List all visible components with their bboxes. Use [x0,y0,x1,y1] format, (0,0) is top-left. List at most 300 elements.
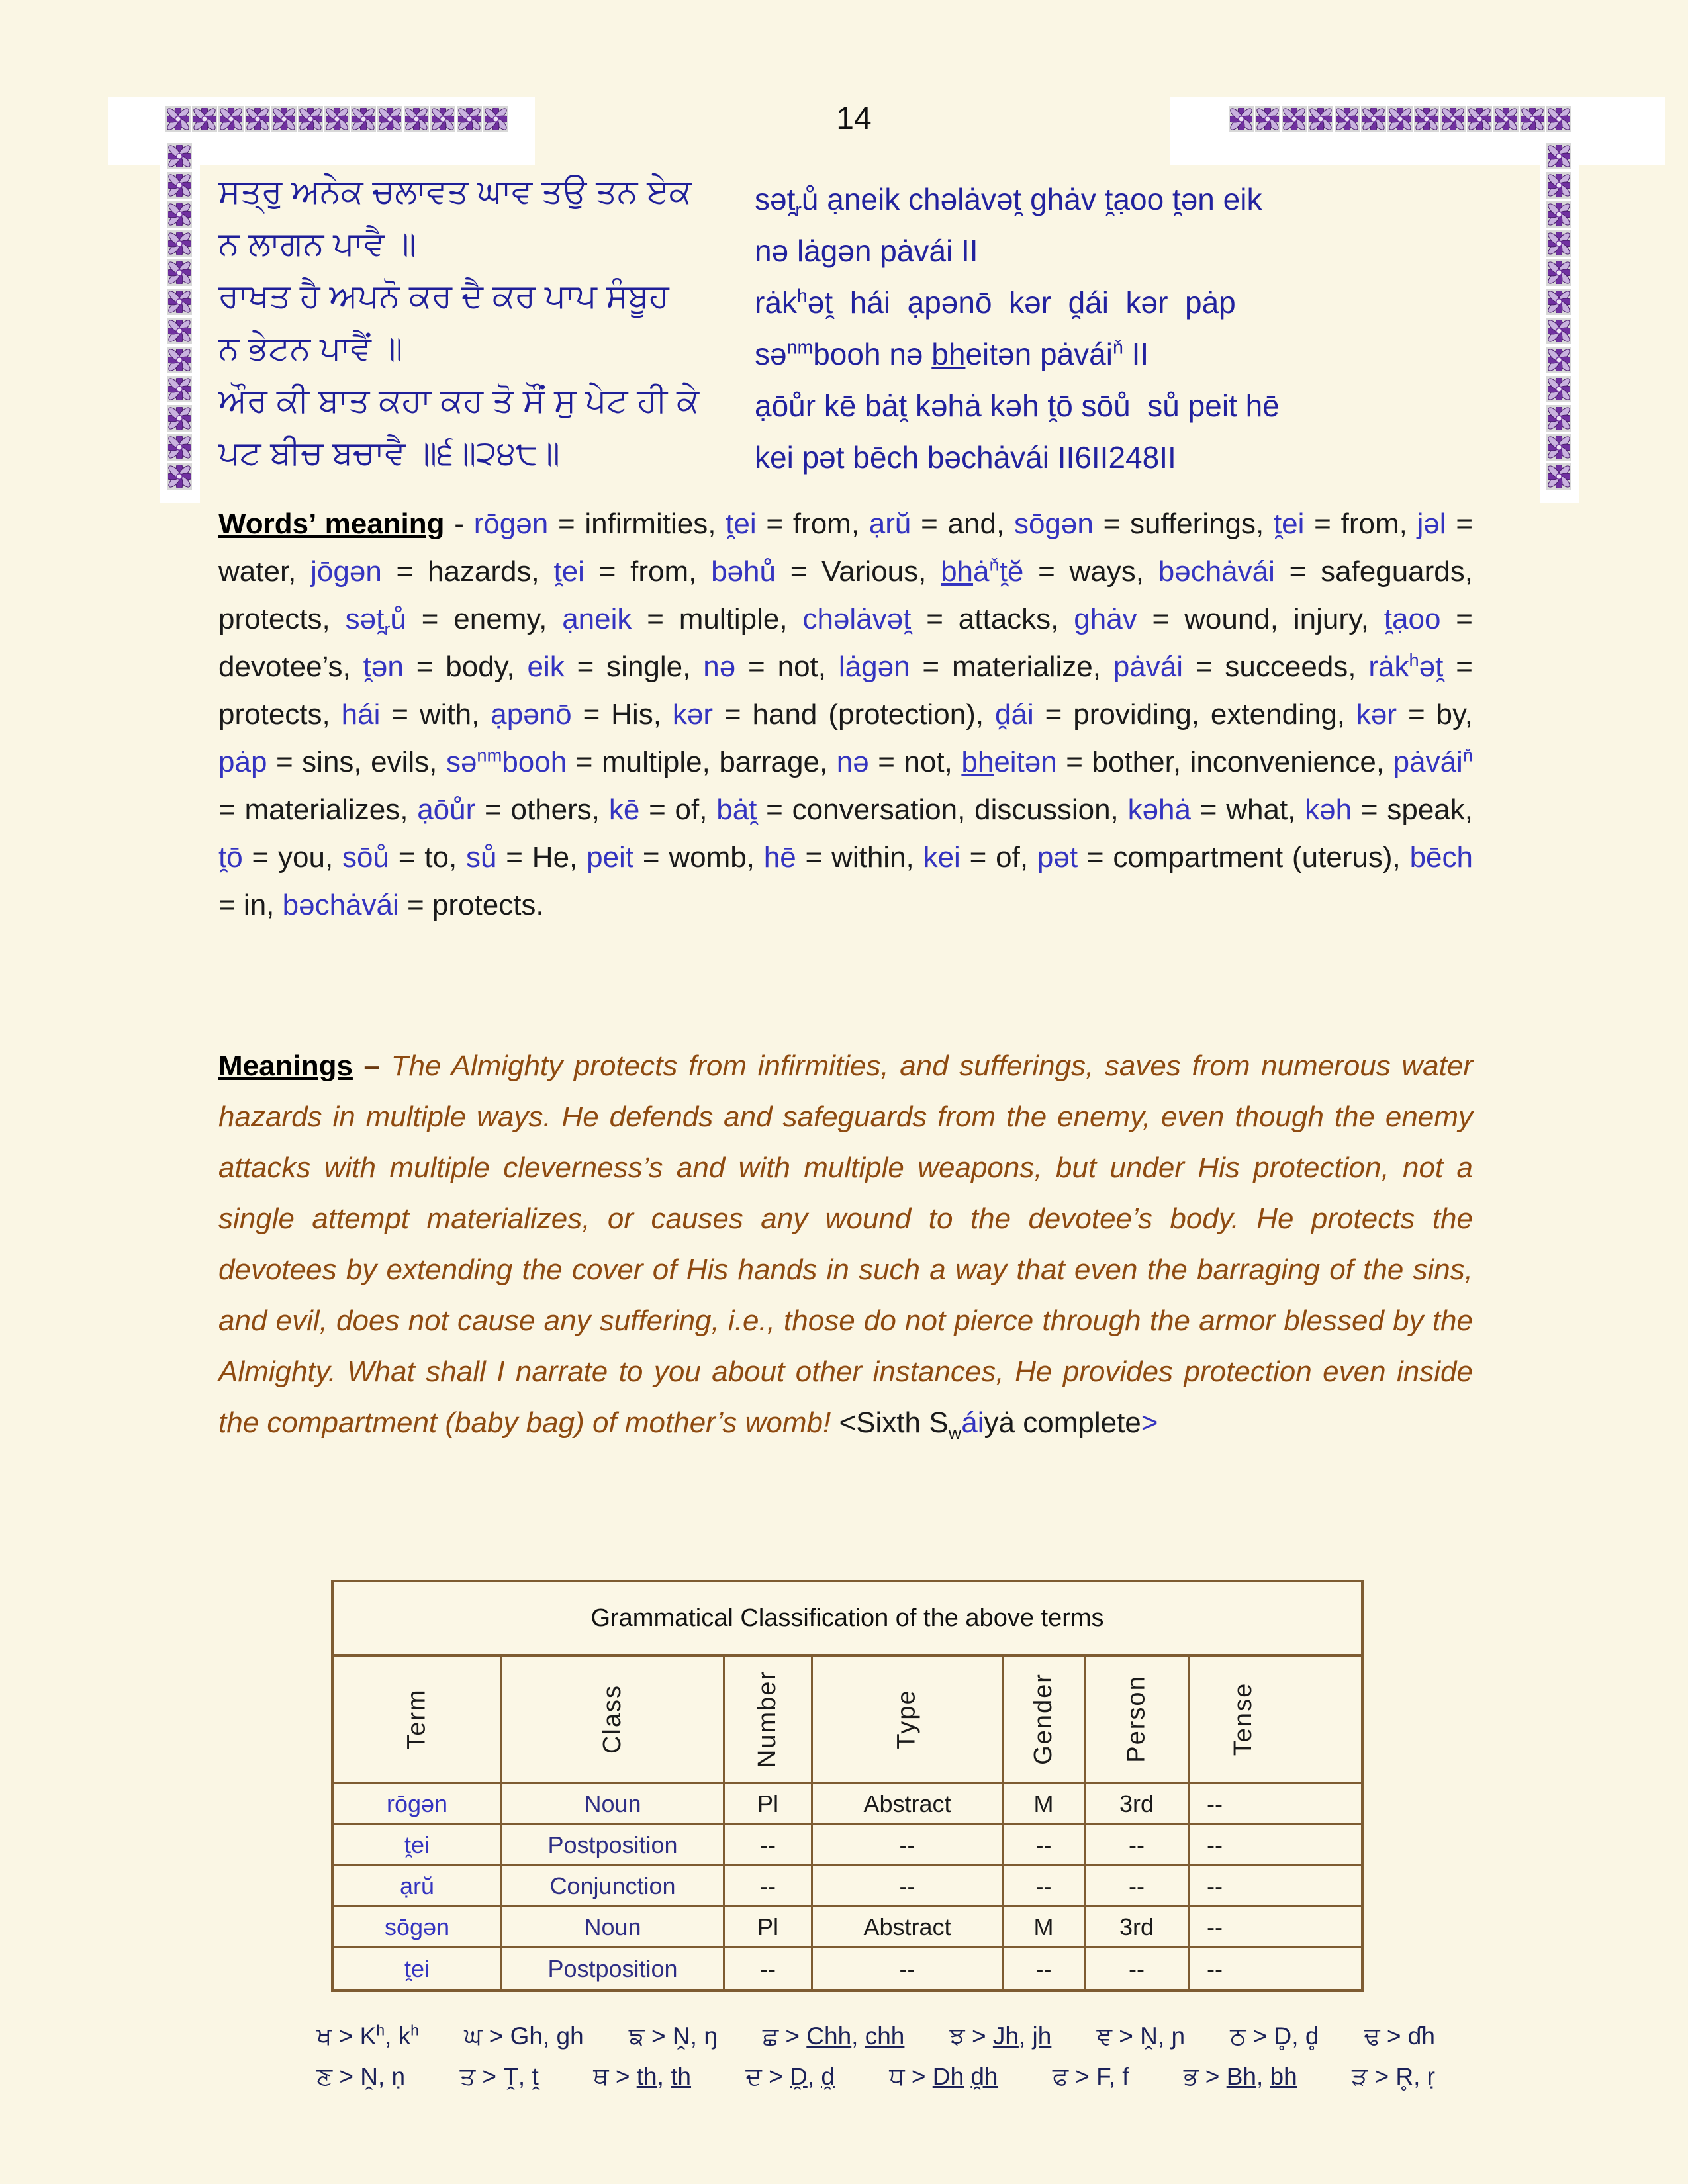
meaning-text: = compartment (uterus), [1078,841,1410,874]
flower-icon [1548,349,1570,371]
formatted-text: h [796,285,808,307]
flower-tile [167,347,192,373]
term-text: nə [703,651,736,683]
table-cell: 3rd [1086,1784,1190,1825]
flower-tile [192,106,217,132]
term-text: t̯ei [553,555,585,588]
term-text: bheitən [961,746,1057,778]
term-text: hái [341,698,381,731]
term-text: chəlȧvət̯ [802,603,912,635]
table-cell: -- [1004,1948,1086,1989]
meaning-text: = not, [735,651,839,683]
flower-icon [1548,320,1570,342]
table-cell: Noun [502,1784,725,1825]
term-text: rȧk$^h$ət̯ [1368,649,1444,683]
formatted-text: chh [865,2023,905,2050]
flower-icon [273,108,295,130]
term-text: sə$^{nm}$booh [445,745,567,778]
column-header-tense [1190,1657,1361,1784]
gurmukhi-line: ਨ ਲਾਗਨ ਪਾਵੈ ॥ [218,225,416,262]
flower-tile [457,106,482,132]
flower-border-top-left [165,106,508,132]
gurmukhi-line: ਰਾਖਤ ਹੈ ਅਪਨੋ ਕਰ ਦੈ ਕਰ ਪਾਪ ਸੰਬੂਹ [218,277,669,314]
term-text: kəhȧ [1127,794,1191,826]
flower-icon [193,108,216,130]
grammar-table [331,1580,1364,1992]
flower-icon [168,436,191,459]
flower-tile [167,463,192,490]
meaning-text: = not, [868,746,962,778]
formatted-text: ň [989,554,1000,575]
flower-tile [1440,106,1466,132]
term-text: bəchȧvái [1158,555,1275,588]
flower-icon [1548,407,1570,430]
meaning-text: = hand (protection), [713,698,995,731]
flower-tile [298,106,323,132]
term-text: ạrŭ [868,508,912,540]
table-title: Grammatical Classification of the above terms [334,1582,1361,1657]
table-cell: -- [1004,1825,1086,1866]
term-text: $sət̯_rů$ [345,603,406,639]
flower-icon [432,108,454,130]
table-cell: -- [1190,1907,1361,1948]
legend-item: ੜ > R̥, ṛ [1352,2063,1435,2090]
flower-tile [167,259,192,286]
meaning-text: = ways, [1023,555,1158,588]
flower-tile [1546,318,1571,344]
flower-tile [1255,106,1280,132]
flower-icon [167,108,189,130]
flower-icon [1336,108,1358,130]
flower-tile [1546,289,1571,315]
transliteration-line: nə lȧgən pȧvái II [755,234,978,268]
flower-icon [168,349,191,371]
flower-icon [168,174,191,197]
meaning-text: = enemy, [406,603,563,635]
transliteration-line: ạōůr kē bȧt̯ kəhȧ kəh t̯ō sōů sů peit hē [755,388,1280,423]
flower-tile [1546,106,1571,132]
term-text: d̯ái [995,698,1034,731]
column-header-class [502,1657,725,1784]
transliteration-line: kei pət bēch bəchȧvái II6II248II [755,440,1176,475]
flower-icon [458,108,481,130]
formatted-text: d̯h [970,2063,998,2090]
formatted-text: r [384,618,391,639]
term-text: bȧt̯ [716,794,757,826]
flower-icon [1548,108,1570,130]
flower-tile [218,106,244,132]
flower-icon [1521,108,1544,130]
flower-icon [1548,465,1570,488]
flower-tile [483,106,508,132]
flower-tile [1308,106,1333,132]
flower-tile [165,106,191,132]
meaning-text: = hazards, [381,555,554,588]
meaning-text: = single, [564,651,704,683]
meaning-text: = bother, inconvenience, [1056,746,1393,778]
flower-icon [168,203,191,226]
flower-tile [167,230,192,257]
meaning-text: = to, [389,841,466,874]
term-text: kē [608,794,640,826]
table-cell: Abstract [813,1784,1004,1825]
table-cell: ạrŭ [334,1866,502,1907]
formatted-text: > [1141,1406,1158,1439]
formatted-text: w [948,1422,962,1443]
meaning-text: = speak, [1352,794,1474,826]
term-text: ạōůr [417,794,476,826]
transliteration-verse [755,173,1483,483]
table-cell: t̯ei [334,1948,502,1989]
column-header-label: Class [598,1684,626,1754]
flower-tile [167,434,192,461]
formatted-text: Jh [992,2023,1019,2050]
meaning-text: = sufferings, [1093,508,1274,540]
table-cell: -- [1086,1948,1190,1989]
meaning-text: = succeeds, [1183,651,1369,683]
meaning-text: = protects. [399,889,544,921]
table-cell: -- [1190,1784,1361,1825]
flower-tile [1546,259,1571,286]
formatted-text: h [1409,649,1419,670]
table-cell: -- [1190,1825,1361,1866]
meaning-text: = with, [380,698,491,731]
flower-tile [1229,106,1254,132]
table-cell: sōgən [334,1907,502,1948]
column-header-label: Tense [1229,1682,1258,1756]
flower-icon [1415,108,1438,130]
table-cell: Postposition [502,1825,725,1866]
flower-icon [168,407,191,430]
column-header-gender [1004,1657,1086,1784]
term-text: rōgən [473,508,549,540]
table-cell: Abstract [813,1907,1004,1948]
flower-icon [1548,291,1570,313]
column-header-label: Person [1122,1675,1150,1763]
meanings-dash: – [352,1050,391,1082]
column-header-term [334,1657,502,1784]
flower-icon [1442,108,1464,130]
term-text: eik [527,651,565,683]
flower-tile [1387,106,1413,132]
legend-item: ਘ > Gh, gh [463,2023,584,2050]
flower-tile [1414,106,1439,132]
term-text: sů [466,841,497,874]
formatted-text: D̯ [790,2063,808,2090]
term-text: kər [672,698,713,731]
term-text: t̯ạoo [1383,603,1441,635]
flower-icon [168,145,191,167]
flower-tile [167,376,192,402]
formatted-text: Chh [806,2023,852,2050]
term-text: bəhů [711,555,776,588]
term-text: bēch [1409,841,1473,874]
formatted-text: ái [961,1406,984,1439]
flower-icon [379,108,401,130]
gurmukhi-line: ਪਟ ਬੀਚ ਬਚਾਵੈ ॥੬॥੨੪੮॥ [218,434,560,471]
table-cell: Pl [725,1784,813,1825]
table-cell: Conjunction [502,1866,725,1907]
term-text: kei [923,841,961,874]
table-cell: t̯ei [334,1825,502,1866]
table-cell: -- [1086,1866,1190,1907]
meaning-text: = by, [1397,698,1473,731]
term-text: ạpənō [491,698,572,731]
flower-icon [168,232,191,255]
flower-tile [1361,106,1386,132]
flower-tile [1546,405,1571,432]
meaning-text: = you, [242,841,342,874]
flower-icon [1362,108,1385,130]
flower-tile [324,106,350,132]
flower-icon [1548,378,1570,400]
meaning-text: = what, [1190,794,1305,826]
formatted-text: Dh [932,2063,964,2090]
formatted-text: th [671,2063,692,2090]
legend-item: ਝ > Jh, jh [949,2023,1052,2050]
formatted-text: bh [961,746,994,778]
flower-icon [1548,436,1570,459]
formatted-text: jh [1032,2023,1052,2050]
flower-icon [326,108,348,130]
legend-item: ਥ > th, th [593,2063,692,2090]
term-text: nə [836,746,869,778]
flower-tile [351,106,376,132]
flower-icon [1230,108,1252,130]
flower-tile [1493,106,1519,132]
formatted-text: ň [1112,337,1123,359]
flower-tile [167,143,192,169]
table-cell: -- [725,1948,813,1989]
meanings-body: The Almighty protects from infirmities, and sufferings, saves from numerous water hazards in multiple ways. He defends and safeguards from the enemy, even though the enemy attacks with multiple cleverness’s and with multiple weapons, but under His protection, not a single attempt materializes, or causes any wound to the devotee’s body. He protects the devotees by extending the cover of His hands in such a way that even the barraging of the sins, and evil, does not cause any suffering, i.e., those do not pierce through the armor blessed by the Almighty. What shall I narrate to you about other instances, He provides protection even inside the compartment (baby bag) of mother’s womb! [218,1050,1473,1439]
flower-icon [1548,145,1570,167]
term-text: pȧp [218,746,267,778]
term-text: sōgən [1013,508,1094,540]
legend-item: ਫ > F, f [1052,2063,1129,2090]
column-header-label: Term [402,1688,431,1750]
flower-icon [1309,108,1332,130]
formatted-text: bh [941,555,974,588]
flower-icon [168,465,191,488]
flower-icon [1548,261,1570,284]
flower-tile [167,318,192,344]
flower-tile [404,106,429,132]
legend-item: ਣ > Ṋ, ṇ [316,2063,406,2090]
flower-icon [1283,108,1305,130]
flower-icon [1548,232,1570,255]
flower-tile [377,106,402,132]
meaning-text: = infirmities, [548,508,726,540]
term-text: ạneik [562,603,632,635]
table-cell: Pl [725,1907,813,1948]
legend-item: ਞ > Ṋ, ɲ [1096,2023,1186,2050]
meaning-text: = safeguards, protects, [218,555,1474,635]
term-text: kəh [1305,794,1352,826]
term-text: pət [1037,841,1078,874]
formatted-text: bh [1270,2063,1297,2090]
flower-border-left [167,143,192,490]
term-text: pȧvái [1113,651,1183,683]
flower-icon [1256,108,1279,130]
legend-item: ਦ > D̯, d̯ [745,2063,835,2090]
meaning-text: = providing, extending, [1033,698,1356,731]
flower-tile [1546,347,1571,373]
gurmukhi-line: ਨ ਭੇਟਨ ਪਾਵੈਂ ॥ [218,330,403,367]
flower-tile [167,172,192,199]
gurmukhi-line: ਔਰ ਕੀ ਬਾਤ ਕਹਾ ਕਹ ਤੋ ਸੌਂ ਸੁ ਪੇਟ ਹੀ ਕੇ [218,382,700,419]
meaning-text: = water, [218,508,1474,588]
flower-tile [167,289,192,315]
flower-tile [1520,106,1545,132]
column-header-person [1086,1657,1190,1784]
flower-icon [1389,108,1411,130]
page-number: 14 [836,101,872,136]
flower-tile [167,201,192,228]
table-cell: 3rd [1086,1907,1190,1948]
table-cell: -- [813,1825,1004,1866]
formatted-text: r [795,200,802,222]
formatted-text: d̯ [821,2063,835,2090]
legend-item: ਭ > Bh, bh [1183,2063,1297,2090]
legend-item: ਛ > Chh, chh [762,2023,905,2050]
meanings-ending: <Sixth $S_wáiyȧ$ complete> [839,1406,1158,1443]
flower-icon [1548,203,1570,226]
flower-tile [1282,106,1307,132]
meaning-text: = materializes, [218,794,418,826]
term-text: kər [1356,698,1397,731]
flower-icon [168,378,191,400]
flower-icon [246,108,269,130]
table-cell: -- [1004,1866,1086,1907]
flower-icon [485,108,507,130]
formatted-text: bh [931,337,966,371]
legend-item: ਢ > ɗh [1364,2023,1435,2050]
meaning-text: = from, [584,555,712,588]
meaning-text: = within, [796,841,923,874]
column-header-label: Gender [1029,1673,1057,1765]
meaning-text: = conversation, discussion, [757,794,1128,826]
meanings-heading: Meanings [218,1050,353,1082]
table-cell: Postposition [502,1948,725,1989]
flower-tile [1546,172,1571,199]
meaning-text: = sins, evils, [267,746,446,778]
flower-icon [168,291,191,313]
meaning-text: = attacks, [911,603,1074,635]
meaning-text: = devotee’s, [218,603,1473,683]
term-text: ghȧv [1074,603,1137,635]
term-text: jəl [1417,508,1446,540]
flower-tile [1546,143,1571,169]
formatted-text: th [636,2063,657,2090]
legend-row [316,2023,1435,2051]
meaning-text: = from, [756,508,869,540]
flower-icon [1548,174,1570,197]
formatted-text: nm [786,337,814,359]
meaning-text: = materialize, [910,651,1113,683]
flower-icon [1495,108,1517,130]
meaning-text: = body, [403,651,528,683]
formatted-text: h [410,2021,419,2039]
term-text: jōgən [310,555,382,588]
meaning-text: = multiple, [632,603,803,635]
term-text: hē [763,841,796,874]
transliteration-line: $sət̯_rů$ ạneik chəlȧvət̯ ghȧv t̯ạoo t̯ən eik [755,182,1262,222]
term-text: lȧgən [838,651,910,683]
transliteration-line: sə$^{nm}$booh nə bheitən pȧvái$^ň$ II [755,337,1149,371]
flower-icon [220,108,242,130]
table-cell: -- [1207,1955,1223,1982]
table-cell: Noun [502,1907,725,1948]
formatted-text: h [376,2021,385,2039]
column-header-type [813,1657,1004,1784]
meaning-text: = from, [1304,508,1417,540]
meaning-text: = others, [475,794,609,826]
flower-tile [1546,230,1571,257]
words-meaning-heading: Words’ meaning [218,508,445,540]
meaning-text: = multiple, barrage, [567,746,837,778]
legend-item: ਙ > Ṋ, ŋ [628,2023,718,2050]
column-header-label: Number [753,1670,782,1768]
flower-tile [1467,106,1492,132]
words-meaning-paragraph: Words’ meaning - rōgən = infirmities, t̯ei = from, ạrŭ = and, sōgən = sufferings, t̯ei = from, jəl = water, jōgən = hazards, t̯ei = from, bəhů = Various, bhȧ$^ň$t̯ĕ = ways, bəchȧvái = safeguards, protects, $sət̯_rů$ = enemy, ạneik = multiple, chəlȧvət̯ = attacks, ghȧv = wound, injury, t̯ạoo = devotee’s, t̯ən = body, eik = single, nə = not, lȧgən = materialize, pȧvái = succeeds, rȧk$^h$ət̯ = protects, hái = with, ạpənō = His, kər = hand (protection), d̯ái = providing, extending, kər = by, pȧp = sins, evils, sə$^{nm}$booh = multiple, barrage, nə = not, bheitən = bother, inconvenience, pȧvái$^ň$ = materializes, ạōůr = others, kē = of, bȧt̯ = conversation, discussion, kəhȧ = what, kəh = speak, t̯ō = you, sōů = to, sů = He, peit = womb, hē = within, kei = of, pət = compartment (uterus), bēch = in, bəchȧvái = protects. [218,508,1474,921]
meaning-text: = His, [571,698,673,731]
flower-tile [1546,201,1571,228]
meaning-text: = He, [496,841,587,874]
flower-icon [405,108,428,130]
table-cell: -- [725,1825,813,1866]
meaning-text: = womb, [633,841,764,874]
table-cell: -- [813,1866,1004,1907]
meaning-text: = and, [911,508,1014,540]
meaning-text: = Various, [776,555,941,588]
flower-icon [1468,108,1491,130]
transliteration-line: rȧk$^h$ət̯ hái ạpənō kər d̯ái kər pȧp [755,285,1236,320]
meaning-text: = wound, injury, [1137,603,1384,635]
flower-tile [430,106,455,132]
term-text: t̯ō [218,841,243,874]
table-cell: M [1004,1907,1086,1948]
legend-item: ਤ > Ṱ, ṱ [459,2063,539,2090]
term-text: bəchȧvái [282,889,399,921]
flower-icon [352,108,375,130]
legend-row [316,2063,1435,2091]
gurmukhi-line: ਸਤ੍ਰੁ ਅਨੇਕ ਚਲਾਵਤ ਘਾਵ ਤਉ ਤਨ ਏਕ [218,173,692,210]
term-text: t̯ən [363,651,404,683]
flower-icon [168,320,191,342]
flower-tile [1546,376,1571,402]
flower-tile [1546,463,1571,490]
flower-icon [299,108,322,130]
meaning-text: = of, [960,841,1037,874]
formatted-text: nm [477,745,502,766]
table-cell: -- [813,1948,1004,1989]
flower-tile [245,106,270,132]
formatted-text: Bh [1226,2063,1256,2090]
table-cell: -- [1190,1866,1361,1907]
table-cell: M [1004,1784,1086,1825]
legend-item: ਧ > Dh d̯h [889,2063,998,2090]
flower-tile [1335,106,1360,132]
table-cell: -- [1086,1825,1190,1866]
table-cell: -- [725,1866,813,1907]
meaning-text: = of, [639,794,717,826]
flower-border-top-right [1229,106,1571,132]
term-text: peit [586,841,634,874]
table-cell: rōgən [334,1784,502,1825]
flower-icon [168,261,191,284]
formatted-text: ň [1462,745,1473,766]
term-text: bhȧ$^ň$t̯ĕ [941,554,1024,588]
